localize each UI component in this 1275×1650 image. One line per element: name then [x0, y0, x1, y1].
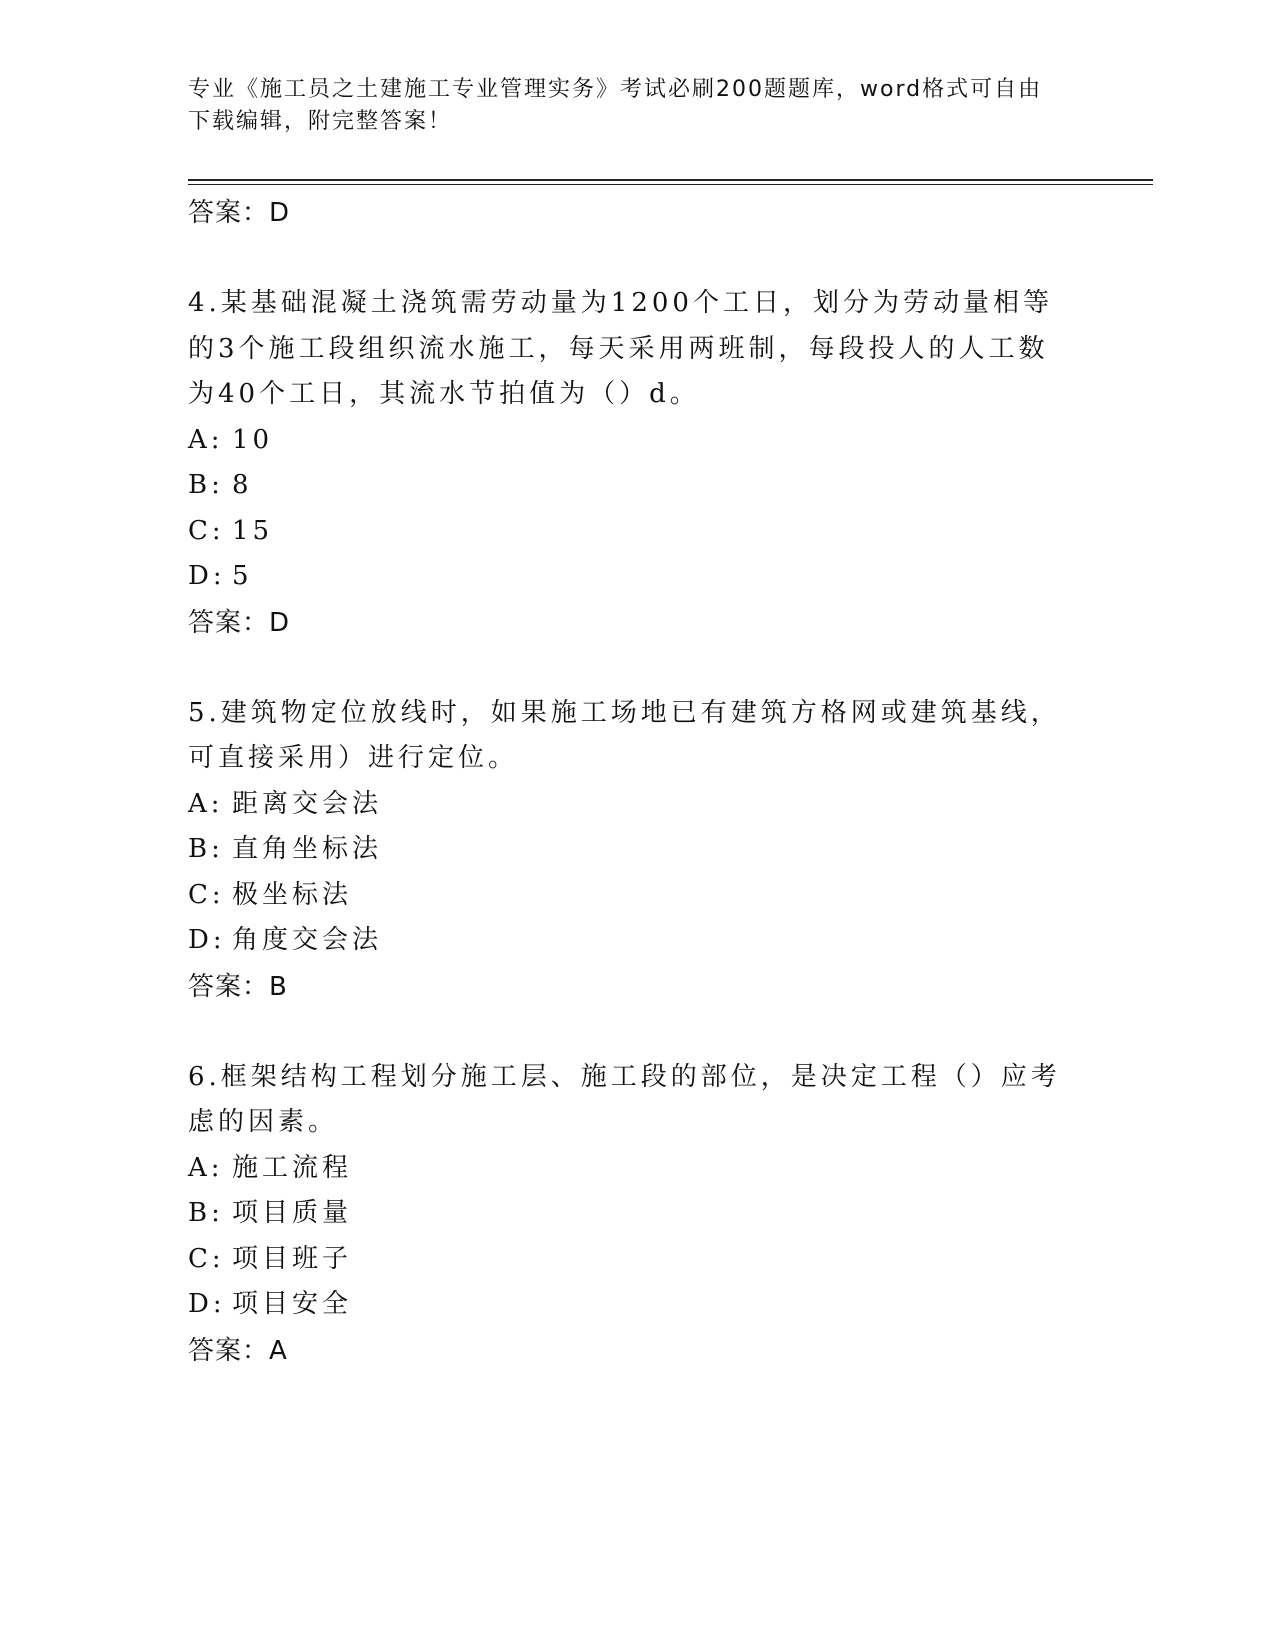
- answer-line: 答案：A: [188, 1335, 288, 1366]
- question-block-4: [188, 281, 1088, 646]
- option-label: D:: [188, 1289, 226, 1319]
- question-text: 4.某基础混凝土浇筑需劳动量为1200个工日，划分为劳动量相等的3个施工段组织流水施工，每天采用两班制，每段投人的人工数为40个工日，其流水节拍值为（）d。: [188, 288, 1053, 409]
- option-b: [188, 463, 1088, 509]
- option-d: [188, 554, 1088, 600]
- option-label: D:: [188, 925, 226, 955]
- option-label: C:: [188, 515, 225, 546]
- option-value: 项目班子: [232, 1243, 353, 1274]
- option-value: 项目安全: [232, 1289, 353, 1319]
- option-label: B:: [188, 1198, 224, 1228]
- question-block-5: [188, 691, 1088, 1010]
- option-value: 直角坐标法: [232, 834, 383, 864]
- option-value: 距离交会法: [232, 788, 383, 819]
- option-c: [188, 873, 1088, 919]
- option-value: 10: [232, 424, 274, 455]
- answer-line: 答案：B: [188, 971, 288, 1002]
- option-value: 8: [232, 470, 253, 500]
- option-label: A:: [188, 424, 224, 455]
- header-line-2: 下载编辑，附完整答案！: [188, 109, 453, 134]
- option-value: 极坐标法: [232, 879, 353, 910]
- document-header: [188, 74, 1088, 138]
- option-value: 15: [232, 515, 274, 546]
- option-c: [188, 509, 1088, 555]
- option-value: 施工流程: [232, 1152, 353, 1183]
- option-c: [188, 1237, 1088, 1283]
- question-block-6: [188, 1055, 1088, 1374]
- option-value: 角度交会法: [232, 925, 383, 955]
- option-value: 项目质量: [232, 1198, 353, 1228]
- answer-line: 答案：D: [188, 607, 291, 638]
- option-label: C:: [188, 879, 225, 910]
- option-d: [188, 918, 1088, 964]
- option-label: D:: [188, 561, 226, 591]
- option-a: [188, 418, 1088, 464]
- option-a: [188, 782, 1088, 828]
- option-b: [188, 827, 1088, 873]
- option-label: C:: [188, 1243, 225, 1274]
- question-text: 6.框架结构工程划分施工层、施工段的部位，是决定工程（）应考虑的因素。: [188, 1061, 1061, 1137]
- question-list: [188, 190, 1088, 1374]
- option-label: A:: [188, 788, 224, 819]
- option-value: 5: [232, 561, 253, 591]
- option-d: [188, 1282, 1088, 1328]
- previous-answer: 答案：D: [188, 198, 291, 228]
- option-label: B:: [188, 834, 224, 864]
- question-text: 5.建筑物定位放线时，如果施工场地已有建筑方格网或建筑基线，可直接采用）进行定位。: [188, 697, 1061, 773]
- option-label: A:: [188, 1152, 224, 1183]
- header-divider-thin: [188, 184, 1153, 185]
- header-line-1: 专业《施工员之土建施工专业管理实务》考试必刷200题题库，word格式可自由: [188, 77, 1043, 102]
- header-divider-thick: [188, 179, 1153, 181]
- option-a: [188, 1146, 1088, 1192]
- option-b: [188, 1191, 1088, 1237]
- option-label: B:: [188, 470, 224, 500]
